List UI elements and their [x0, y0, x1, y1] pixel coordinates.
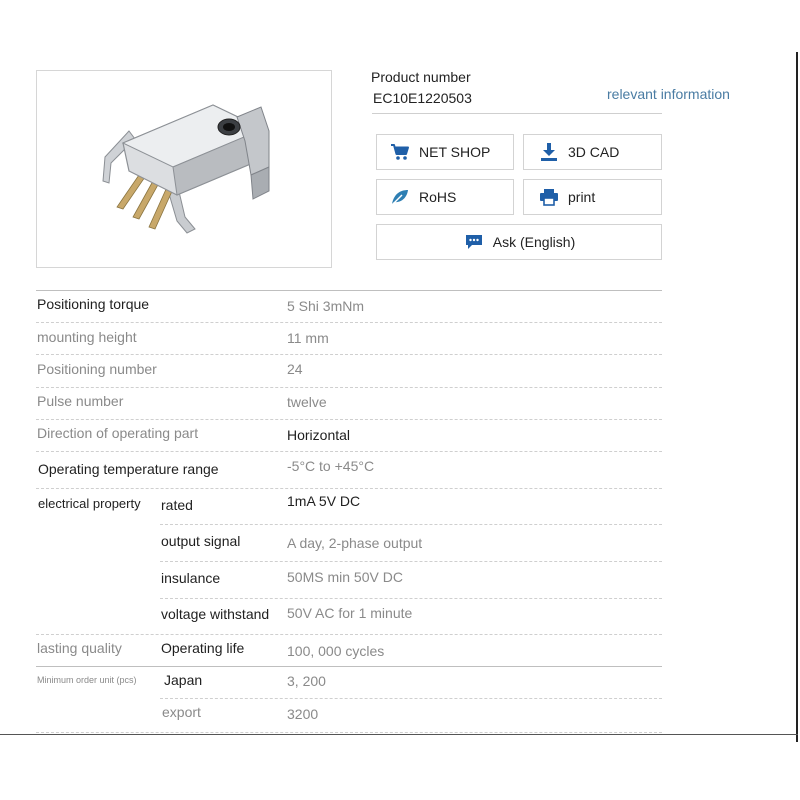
spec-row-operating-life: [36, 634, 662, 666]
spec-value: 50MS min 50V DC: [287, 569, 403, 585]
spec-row-positioning-number: [36, 354, 662, 387]
spec-sublabel: Operating life: [161, 640, 245, 656]
spec-label: mounting height: [37, 329, 137, 345]
spec-label: Direction of operating part: [37, 425, 199, 441]
printer-icon: [538, 187, 560, 207]
print-button[interactable]: [523, 179, 662, 215]
product-image: [36, 70, 332, 268]
spec-value: -5°C to +45°C: [287, 458, 375, 474]
spec-value: 5 Shi 3mNm: [287, 298, 365, 314]
spec-row-pulse-number: [36, 387, 662, 419]
spec-label: Operating temperature range: [38, 461, 219, 477]
spec-value: Horizontal: [287, 427, 351, 443]
min-order-label: Minimum order unit (pcs): [37, 675, 137, 685]
spec-value: 24: [287, 361, 303, 377]
spec-row-min-order-export: [36, 698, 662, 732]
spec-label: Pulse number: [37, 393, 124, 409]
shopping-cart-icon: [389, 142, 411, 162]
spec-value: 50V AC for 1 minute: [287, 605, 413, 621]
spec-row-insulance: [36, 561, 662, 598]
spec-row-rated: [36, 488, 662, 524]
download-icon: [538, 142, 560, 162]
spec-row-min-order-japan: [36, 666, 662, 698]
spec-sublabel: insulance: [161, 570, 221, 586]
3d-cad-label: 3D CAD: [568, 144, 620, 160]
lasting-quality-label: lasting quality: [37, 640, 122, 656]
relevant-information-link[interactable]: relevant information: [607, 86, 730, 102]
spec-value: 3200: [287, 706, 319, 722]
spec-row-output-signal: [36, 524, 662, 561]
right-edge-rule: [796, 52, 798, 742]
spec-sublabel: voltage withstand: [161, 606, 270, 622]
spec-row-voltage-withstand: [36, 598, 662, 634]
spec-row-operating-temperature: [36, 451, 662, 488]
spec-label: Positioning torque: [37, 296, 150, 312]
net-shop-button[interactable]: [376, 134, 514, 170]
rohs-label: RoHS: [419, 189, 457, 205]
rohs-button[interactable]: [376, 179, 514, 215]
net-shop-label: NET SHOP: [419, 144, 491, 160]
spec-sublabel: export: [162, 704, 201, 720]
leaf-icon: [389, 187, 411, 207]
spec-value: 3, 200: [287, 673, 326, 689]
spec-sublabel: Japan: [164, 672, 203, 688]
spec-row-positioning-torque: [36, 290, 662, 322]
spec-value: 1mA 5V DC: [287, 493, 361, 509]
spec-row-mounting-height: [36, 322, 662, 354]
3d-cad-button[interactable]: [523, 134, 662, 170]
spec-sublabel: rated: [161, 497, 193, 513]
electrical-property-label: electrical property: [38, 496, 141, 511]
bottom-edge-rule: [0, 734, 798, 735]
print-label: print: [568, 189, 596, 205]
spec-row-operating-direction: [36, 419, 662, 451]
chat-bubble-icon: [463, 232, 485, 252]
ask-english-button[interactable]: [376, 224, 662, 260]
ask-english-label: Ask (English): [492, 234, 576, 250]
spec-value: twelve: [287, 394, 327, 410]
product-number-value: EC10E1220503: [373, 90, 472, 106]
spec-value: A day, 2-phase output: [287, 535, 423, 551]
row-divider: [36, 732, 662, 733]
spec-value: 100, 000 cycles: [287, 643, 385, 659]
spec-value: 11 mm: [287, 330, 329, 346]
product-number-divider: [372, 113, 662, 114]
product-number-label: Product number: [371, 69, 471, 85]
spec-label: Positioning number: [37, 361, 157, 377]
spec-sublabel: output signal: [161, 533, 241, 549]
